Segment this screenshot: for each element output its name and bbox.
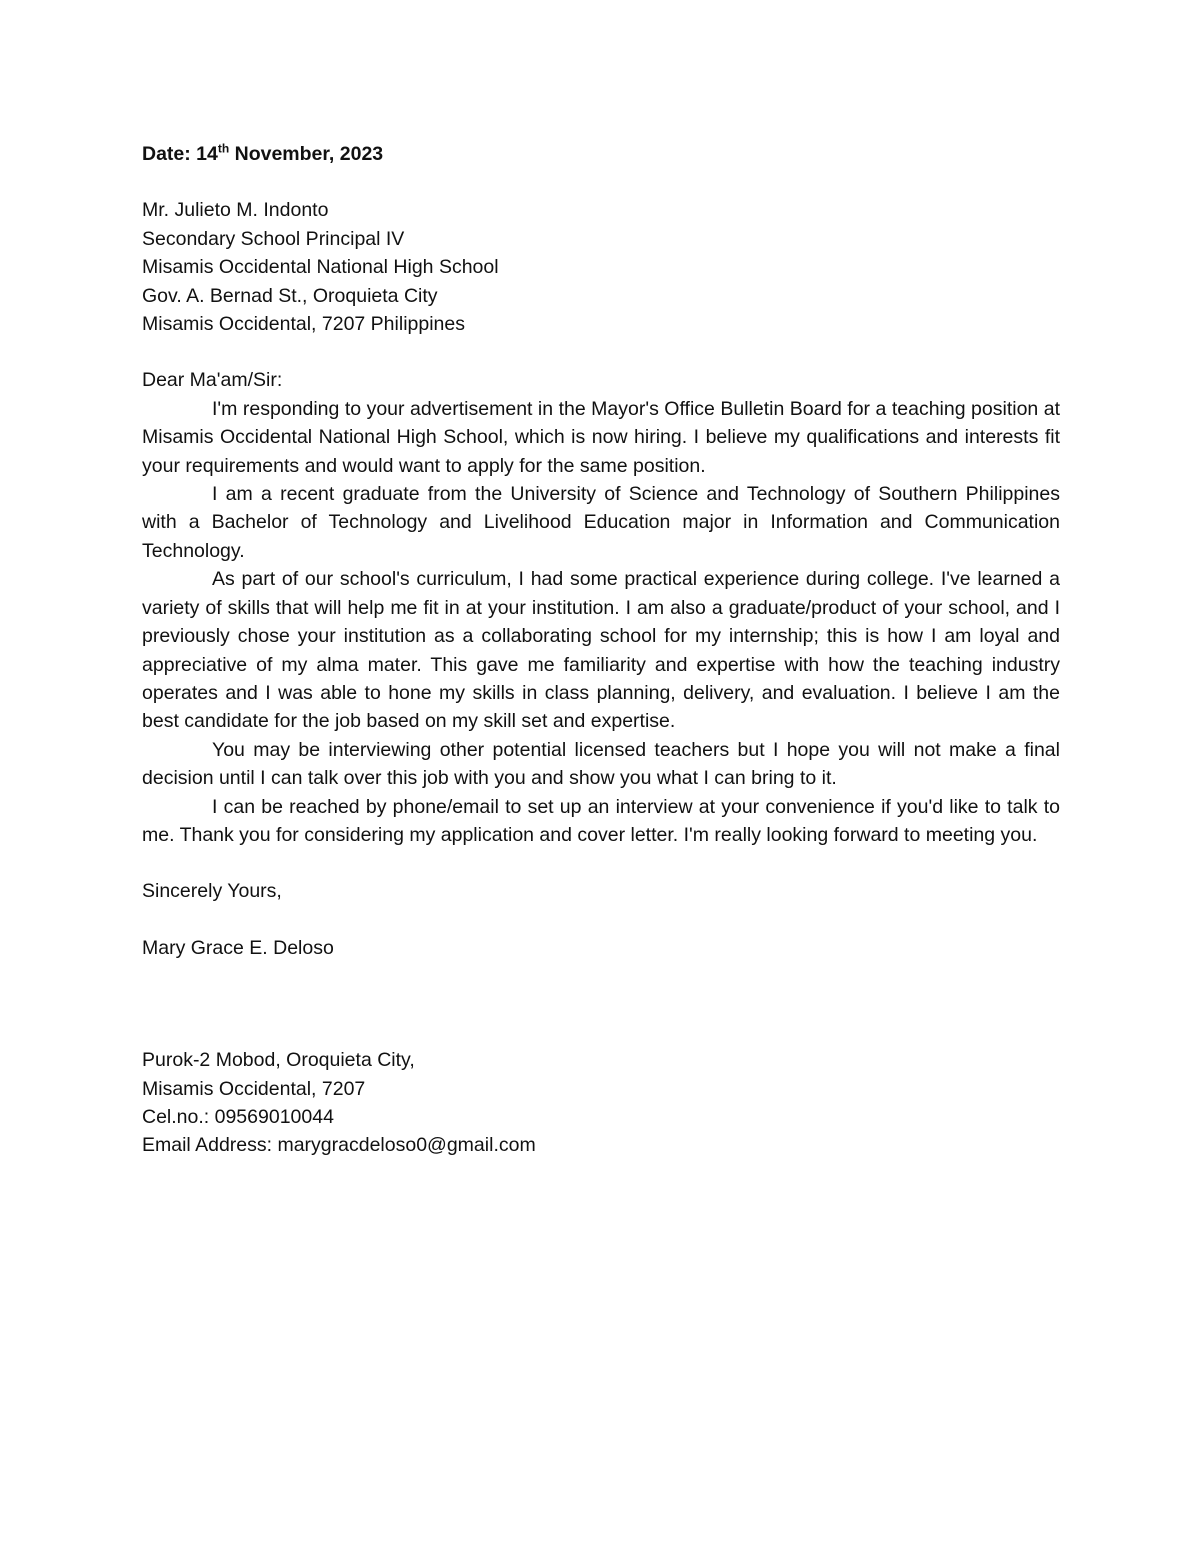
recipient-name: Mr. Julieto M. Indonto	[142, 199, 329, 222]
sender-street: Purok-2 Mobod, Oroquieta City,	[142, 1049, 415, 1072]
sender-address	[142, 1046, 1060, 1160]
signature-name: Mary Grace E. Deloso	[142, 936, 334, 959]
recipient-street: Gov. A. Bernad St., Oroquieta City	[142, 284, 438, 307]
closing: Sincerely Yours,	[142, 880, 282, 903]
body-paragraph: I am a recent graduate from the University of Science and Technology of Southern Philippines with a Bachelor of Technology and Livelihood Education major in Information and Communication Technology.	[142, 483, 1060, 562]
recipient-title: Secondary School Principal IV	[142, 227, 405, 250]
body-paragraph: As part of our school's curriculum, I had some practical experience during college. I've learned a variety of skills that will help me fit in at your institution. I am also a graduate/product of your school, and I previously chose your institution as a collaborating school for my internship; this is how I am loyal and appreciative of my alma mater. This gave me familiarity and expertise with how the teaching industry operates and I was able to hone my skills in class planning, delivery, and evaluation. I believe I am the best candidate for the job based on my skill set and expertise.	[142, 568, 1060, 733]
sender-region: Misamis Occidental, 7207	[142, 1077, 366, 1100]
body-paragraph: You may be interviewing other potential licensed teachers but I hope you will not make a final decision until I can talk over this job with you and show you what I can bring to it.	[142, 738, 1060, 790]
sender-email: Email Address: marygracdeloso0@gmail.com	[142, 1134, 536, 1157]
salutation: Dear Ma'am/Sir:	[142, 369, 283, 392]
body-paragraph: I can be reached by phone/email to set up an interview at your convenience if you'd like to talk to me. Thank you for considering my application and cover letter. I'm really looking forward to meeting you.	[142, 795, 1060, 846]
body-paragraph: I'm responding to your advertisement in the Mayor's Office Bulletin Board for a teaching position at Misamis Occidental National High School, which is now hiring. I believe my qualifications and interests fit your requirements and would want to apply for the same position.	[142, 397, 1060, 477]
recipient-address	[142, 196, 1060, 338]
date-ordinal-suffix: th	[217, 141, 230, 156]
date-label: Date: 14	[142, 143, 218, 165]
recipient-region: Misamis Occidental, 7207 Philippines	[142, 313, 465, 336]
date-rest: November, 2023	[229, 143, 384, 165]
sender-phone: Cel.no.: 09569010044	[142, 1105, 334, 1128]
letter-page	[142, 140, 1060, 1160]
letter-date	[142, 140, 1060, 168]
recipient-school: Misamis Occidental National High School	[142, 256, 499, 279]
